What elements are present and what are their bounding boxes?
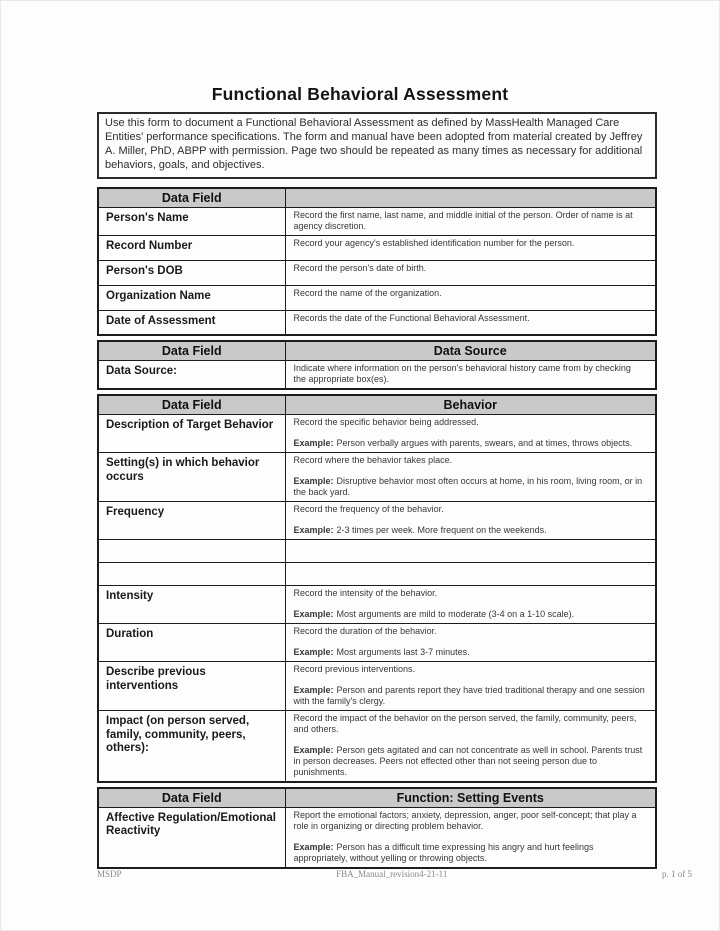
example-label: Example: — [293, 476, 334, 487]
table-row — [98, 235, 656, 260]
example-text — [294, 647, 646, 658]
example-text — [294, 525, 646, 536]
example-label: Example: — [293, 525, 334, 536]
example-body: Most arguments are mild to moderate (3-4 on a 1-10 scale). — [336, 609, 575, 619]
description-text: Record previous interventions. — [293, 663, 416, 674]
section-header-row — [98, 341, 656, 361]
section-table — [97, 787, 657, 869]
field-description-cell — [285, 661, 656, 710]
table-row — [98, 563, 656, 586]
example-body: Person gets agitated and can not concentrate as well in school. Parents trust in person decreases. Peers not effected other than not seeing person due to punishments. — [293, 744, 643, 777]
footer-left-text: MSDP — [97, 869, 122, 879]
section-table — [97, 340, 657, 390]
table-row — [98, 415, 656, 453]
footer-center-text: FBA_Manual_revision4-21-11 — [336, 869, 448, 879]
description-text: Record the frequency of the behavior. — [293, 504, 444, 515]
field-description-cell — [285, 623, 656, 661]
intro-box: Use this form to document a Functional Behavioral Assessment as defined by MassHealth Managed Care Entities' performance specifications. The form and manual have been adopted from material created by Jeffrey A. Miller, PhD, ABPP with permission. Page two should be repeated as many times as necessary for additional behaviors, goals, and objectives. — [97, 112, 657, 179]
field-name-cell — [98, 540, 285, 563]
field-description-cell — [285, 415, 656, 453]
example-body: 2-3 times per week. More frequent on the weekends. — [336, 525, 547, 536]
document-content — [97, 112, 657, 869]
field-description-cell — [285, 260, 656, 285]
section-table — [97, 187, 657, 336]
field-description-cell — [285, 285, 656, 310]
field-description-cell — [285, 807, 656, 867]
example-text — [294, 685, 646, 707]
data-field-header-cell: Data Field — [98, 395, 285, 415]
table-row — [98, 260, 656, 285]
description-text: Record the person's date of birth. — [293, 262, 427, 273]
example-text — [294, 438, 646, 449]
data-field-header-cell: Data Field — [98, 341, 285, 361]
description-text: Record the name of the organization. — [293, 287, 442, 298]
example-label: Example: — [293, 744, 334, 755]
description-text: Record the duration of the behavior. — [293, 625, 437, 636]
table-row — [98, 502, 656, 540]
section-title-header-cell: Data Source — [285, 341, 656, 361]
example-text — [294, 842, 646, 864]
field-name-cell: Setting(s) in which behavior occurs — [98, 453, 285, 502]
field-name-cell: Impact (on person served, family, community, peers, others): — [98, 710, 285, 781]
example-label: Example: — [293, 646, 334, 657]
example-label: Example: — [293, 438, 334, 449]
field-name-cell: Data Source: — [98, 361, 285, 389]
field-description-cell — [285, 563, 656, 586]
description-text: Record the first name, last name, and middle initial of the person. Order of name is at agency discretion. — [293, 209, 633, 231]
field-name-cell: Frequency — [98, 502, 285, 540]
table-row — [98, 361, 656, 389]
description-text: Record the impact of the behavior on the person served, the family, community, peers, and others. — [293, 712, 637, 734]
section-title-header-cell: Behavior — [285, 395, 656, 415]
section-title-header-cell — [285, 188, 656, 208]
field-name-cell: Date of Assessment — [98, 310, 285, 335]
example-body: Person and parents report they have tried traditional therapy and one session with the family's clergy. — [293, 684, 645, 706]
field-name-cell: Duration — [98, 623, 285, 661]
field-name-cell: Description of Target Behavior — [98, 415, 285, 453]
footer-right-text: p. 1 of 5 — [661, 869, 692, 879]
description-text: Record where the behavior takes place. — [293, 455, 453, 466]
section-header-row — [98, 188, 656, 208]
table-row — [98, 453, 656, 502]
table-row — [98, 807, 656, 867]
field-description-cell — [285, 502, 656, 540]
example-label: Example: — [293, 609, 334, 619]
table-row — [98, 586, 656, 624]
field-description-cell — [285, 453, 656, 502]
field-description-cell — [285, 310, 656, 335]
data-field-header-cell: Data Field — [98, 788, 285, 808]
table-row — [98, 710, 656, 781]
field-description-cell — [285, 361, 656, 389]
table-row — [98, 285, 656, 310]
example-text — [294, 476, 646, 498]
field-description-cell — [285, 540, 656, 563]
example-text — [294, 745, 646, 778]
section-header-row — [98, 788, 656, 808]
field-name-cell: Person's DOB — [98, 260, 285, 285]
description-text: Records the date of the Functional Behavioral Assessment. — [293, 312, 530, 323]
field-description-cell — [285, 710, 656, 781]
description-text: Record the specific behavior being addressed. — [293, 417, 479, 428]
table-row — [98, 310, 656, 335]
field-description-cell — [285, 586, 656, 624]
page-footer — [97, 869, 692, 879]
form-tables — [97, 187, 657, 869]
section-table — [97, 394, 657, 782]
field-name-cell: Intensity — [98, 586, 285, 624]
field-name-cell: Describe previous interventions — [98, 661, 285, 710]
example-body: Person has a difficult time expressing his angry and hurt feelings appropriately, without yelling or throwing objects. — [293, 841, 594, 863]
section-title-header-cell: Function: Setting Events — [285, 788, 656, 808]
example-label: Example: — [293, 684, 334, 695]
field-name-cell: Record Number — [98, 235, 285, 260]
data-field-header-cell: Data Field — [98, 188, 285, 208]
example-label: Example: — [293, 841, 334, 852]
field-name-cell: Affective Regulation/Emotional Reactivity — [98, 807, 285, 867]
example-text — [294, 609, 646, 620]
description-text: Record the intensity of the behavior. — [293, 588, 438, 599]
example-body: Disruptive behavior most often occurs at home, in his room, living room, or in the back yard. — [293, 476, 643, 498]
field-description-cell — [285, 207, 656, 235]
section-header-row — [98, 395, 656, 415]
field-name-cell: Person's Name — [98, 207, 285, 235]
example-body: Most arguments last 3-7 minutes. — [336, 646, 470, 657]
table-row — [98, 623, 656, 661]
table-row — [98, 540, 656, 563]
description-text: Report the emotional factors; anxiety, depression, anger, poor self-concept; that play a role in organizing or directing problem behavior. — [293, 809, 637, 831]
field-name-cell — [98, 563, 285, 586]
example-body: Person verbally argues with parents, swears, and at times, throws objects. — [336, 438, 633, 449]
field-description-cell — [285, 235, 656, 260]
table-row — [98, 661, 656, 710]
page-title: Functional Behavioral Assessment — [211, 84, 509, 104]
description-text: Indicate where information on the person's behavioral history came from by checking the appropriate box(es). — [293, 363, 631, 385]
field-name-cell: Organization Name — [98, 285, 285, 310]
description-text: Record your agency's established identification number for the person. — [293, 237, 575, 248]
table-row — [98, 207, 656, 235]
